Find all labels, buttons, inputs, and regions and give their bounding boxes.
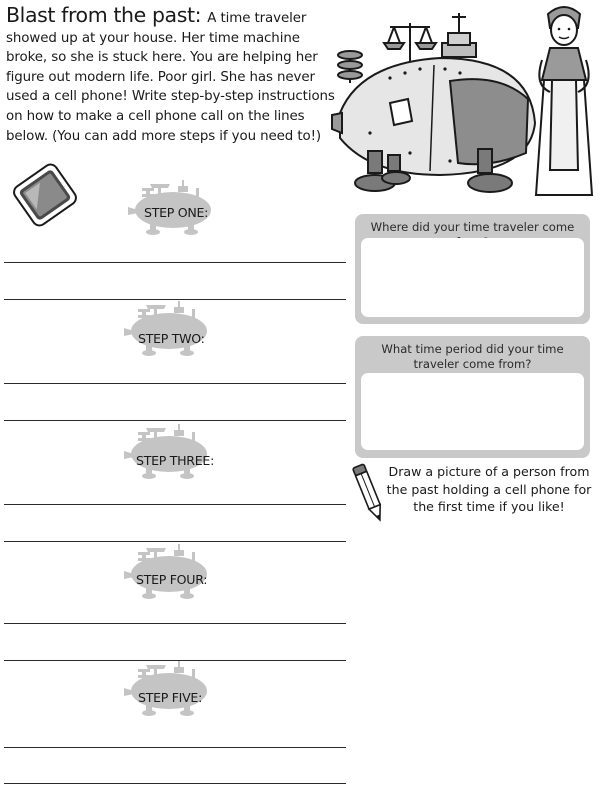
time-period-panel <box>355 336 590 458</box>
intro-body: A time traveler showed up at your house. Her time machine broke, so she is stuck here. You are helping her figure out modern life. Poor girl. She has never used a cell phone! Write step-by-step instructions on how to make a cell phone call on the lines below. (You can add more steps if you need to!) <box>6 11 335 144</box>
step-one-label: STEP ONE: <box>144 205 209 220</box>
time-machine-illustration <box>330 3 542 203</box>
step-two-line-1[interactable] <box>4 383 346 384</box>
step-five-line-2[interactable] <box>4 783 346 784</box>
step-three-line-1[interactable] <box>4 504 346 505</box>
time-period-question: What time period did your time traveler come from? <box>381 342 564 371</box>
time-traveler-woman <box>530 0 598 205</box>
time-period-answer-box[interactable] <box>361 373 584 450</box>
cell-phone-icon <box>8 162 82 228</box>
worksheet-title: Blast from the past: <box>6 3 208 27</box>
step-five-line-1[interactable] <box>4 747 346 748</box>
step-three-label: STEP THREE: <box>136 453 215 468</box>
drawing-prompt: Draw a picture of a person from the past holding a cell phone for the first time if you like! <box>386 464 592 514</box>
step-two-line-2[interactable] <box>4 420 346 421</box>
step-one-line-1[interactable] <box>4 262 346 263</box>
step-five-label: STEP FIVE: <box>138 690 203 705</box>
origin-answer-box[interactable] <box>361 238 584 317</box>
step-four-label: STEP FOUR: <box>136 572 208 587</box>
step-three-line-2[interactable] <box>4 541 346 542</box>
step-two-label: STEP TWO: <box>138 331 205 346</box>
step-one-line-2[interactable] <box>4 299 346 300</box>
intro-paragraph <box>6 3 336 146</box>
origin-panel <box>355 214 590 324</box>
step-four-line-1[interactable] <box>4 623 346 624</box>
origin-question: Where did your time traveler come <box>370 220 575 234</box>
